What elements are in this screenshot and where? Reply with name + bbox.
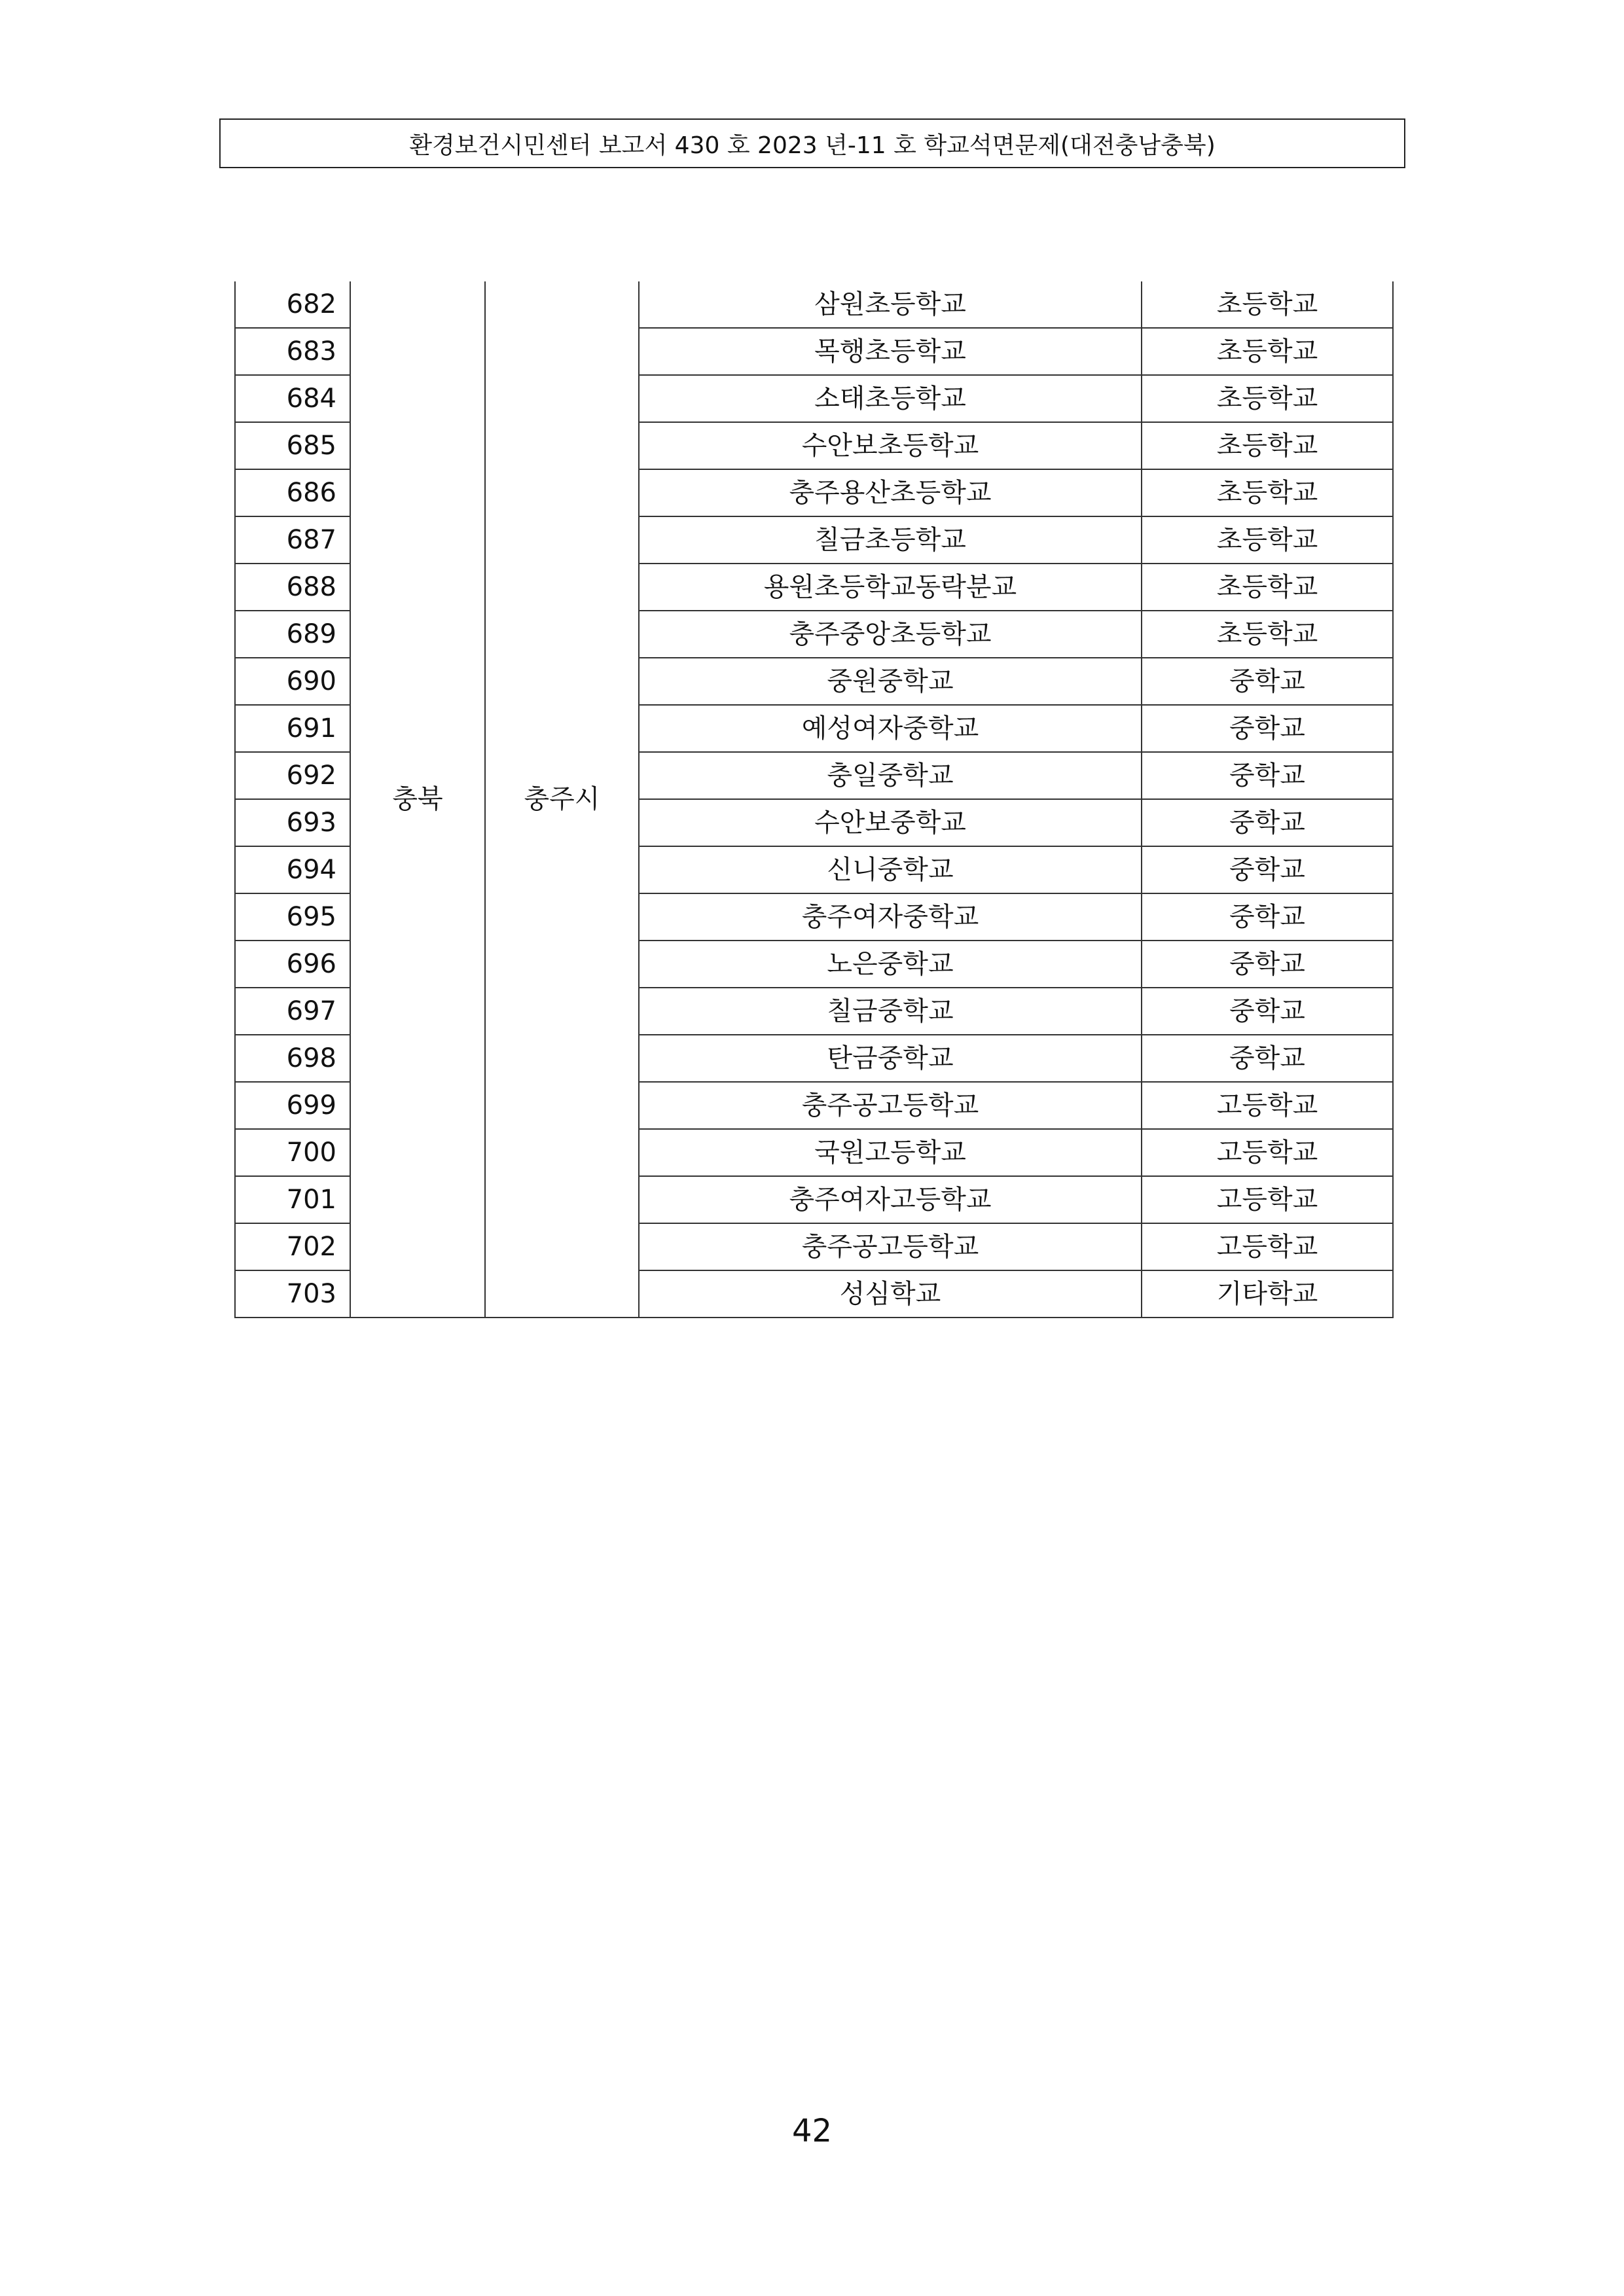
school-type-cell: 기타학교 <box>1142 1270 1393 1318</box>
school-name-cell: 탄금중학교 <box>639 1035 1142 1082</box>
school-name-cell: 수안보초등학교 <box>639 422 1142 469</box>
school-name-cell: 목행초등학교 <box>639 328 1142 375</box>
row-number-cell: 696 <box>235 941 350 988</box>
school-type-cell: 중학교 <box>1142 893 1393 941</box>
report-header-title: 환경보건시민센터 보고서 430 호 2023 년-11 호 학교석면문제(대전충남충북) <box>409 132 1216 159</box>
school-name-cell: 칠금초등학교 <box>639 516 1142 564</box>
row-number-cell: 692 <box>235 752 350 799</box>
school-type-cell: 중학교 <box>1142 1035 1393 1082</box>
school-type-cell: 중학교 <box>1142 988 1393 1035</box>
school-name-cell: 노은중학교 <box>639 941 1142 988</box>
row-number-cell: 685 <box>235 422 350 469</box>
row-number-cell: 700 <box>235 1129 350 1176</box>
row-number-cell: 686 <box>235 469 350 516</box>
row-number-cell: 693 <box>235 799 350 846</box>
row-number-cell: 699 <box>235 1082 350 1129</box>
school-name-cell: 신니중학교 <box>639 846 1142 893</box>
school-type-cell: 초등학교 <box>1142 328 1393 375</box>
school-name-cell: 충주공고등학교 <box>639 1223 1142 1270</box>
school-name-cell: 예성여자중학교 <box>639 705 1142 752</box>
school-type-cell: 초등학교 <box>1142 611 1393 658</box>
school-type-cell: 중학교 <box>1142 941 1393 988</box>
school-name-cell: 국원고등학교 <box>639 1129 1142 1176</box>
row-number-cell: 690 <box>235 658 350 705</box>
region-cell: 충북 <box>350 281 485 1318</box>
row-number-cell: 682 <box>235 281 350 328</box>
school-type-cell: 고등학교 <box>1142 1082 1393 1129</box>
school-type-cell: 중학교 <box>1142 752 1393 799</box>
report-header <box>219 118 1405 168</box>
table-row <box>235 281 1393 328</box>
row-number-cell: 694 <box>235 846 350 893</box>
school-type-cell: 중학교 <box>1142 705 1393 752</box>
row-number-cell: 689 <box>235 611 350 658</box>
school-type-cell: 고등학교 <box>1142 1129 1393 1176</box>
school-table <box>234 281 1394 1318</box>
row-number-cell: 683 <box>235 328 350 375</box>
school-type-cell: 중학교 <box>1142 658 1393 705</box>
school-name-cell: 수안보중학교 <box>639 799 1142 846</box>
school-name-cell: 충주여자중학교 <box>639 893 1142 941</box>
city-cell: 충주시 <box>485 281 639 1318</box>
school-name-cell: 중원중학교 <box>639 658 1142 705</box>
school-name-cell: 충일중학교 <box>639 752 1142 799</box>
school-type-cell: 중학교 <box>1142 799 1393 846</box>
school-name-cell: 충주공고등학교 <box>639 1082 1142 1129</box>
school-type-cell: 초등학교 <box>1142 375 1393 422</box>
row-number-cell: 684 <box>235 375 350 422</box>
school-type-cell: 초등학교 <box>1142 469 1393 516</box>
school-type-cell: 고등학교 <box>1142 1176 1393 1223</box>
row-number-cell: 687 <box>235 516 350 564</box>
school-type-cell: 초등학교 <box>1142 564 1393 611</box>
school-name-cell: 성심학교 <box>639 1270 1142 1318</box>
school-type-cell: 고등학교 <box>1142 1223 1393 1270</box>
school-name-cell: 충주용산초등학교 <box>639 469 1142 516</box>
row-number-cell: 688 <box>235 564 350 611</box>
row-number-cell: 701 <box>235 1176 350 1223</box>
school-name-cell: 삼원초등학교 <box>639 281 1142 328</box>
row-number-cell: 703 <box>235 1270 350 1318</box>
school-name-cell: 충주중앙초등학교 <box>639 611 1142 658</box>
school-name-cell: 용원초등학교동락분교 <box>639 564 1142 611</box>
row-number-cell: 695 <box>235 893 350 941</box>
school-type-cell: 초등학교 <box>1142 516 1393 564</box>
row-number-cell: 697 <box>235 988 350 1035</box>
row-number-cell: 702 <box>235 1223 350 1270</box>
school-type-cell: 초등학교 <box>1142 281 1393 328</box>
row-number-cell: 698 <box>235 1035 350 1082</box>
row-number-cell: 691 <box>235 705 350 752</box>
school-table-body <box>235 281 1393 1318</box>
school-name-cell: 충주여자고등학교 <box>639 1176 1142 1223</box>
school-name-cell: 소태초등학교 <box>639 375 1142 422</box>
school-name-cell: 칠금중학교 <box>639 988 1142 1035</box>
page-number: 42 <box>791 2113 833 2149</box>
school-type-cell: 중학교 <box>1142 846 1393 893</box>
school-type-cell: 초등학교 <box>1142 422 1393 469</box>
